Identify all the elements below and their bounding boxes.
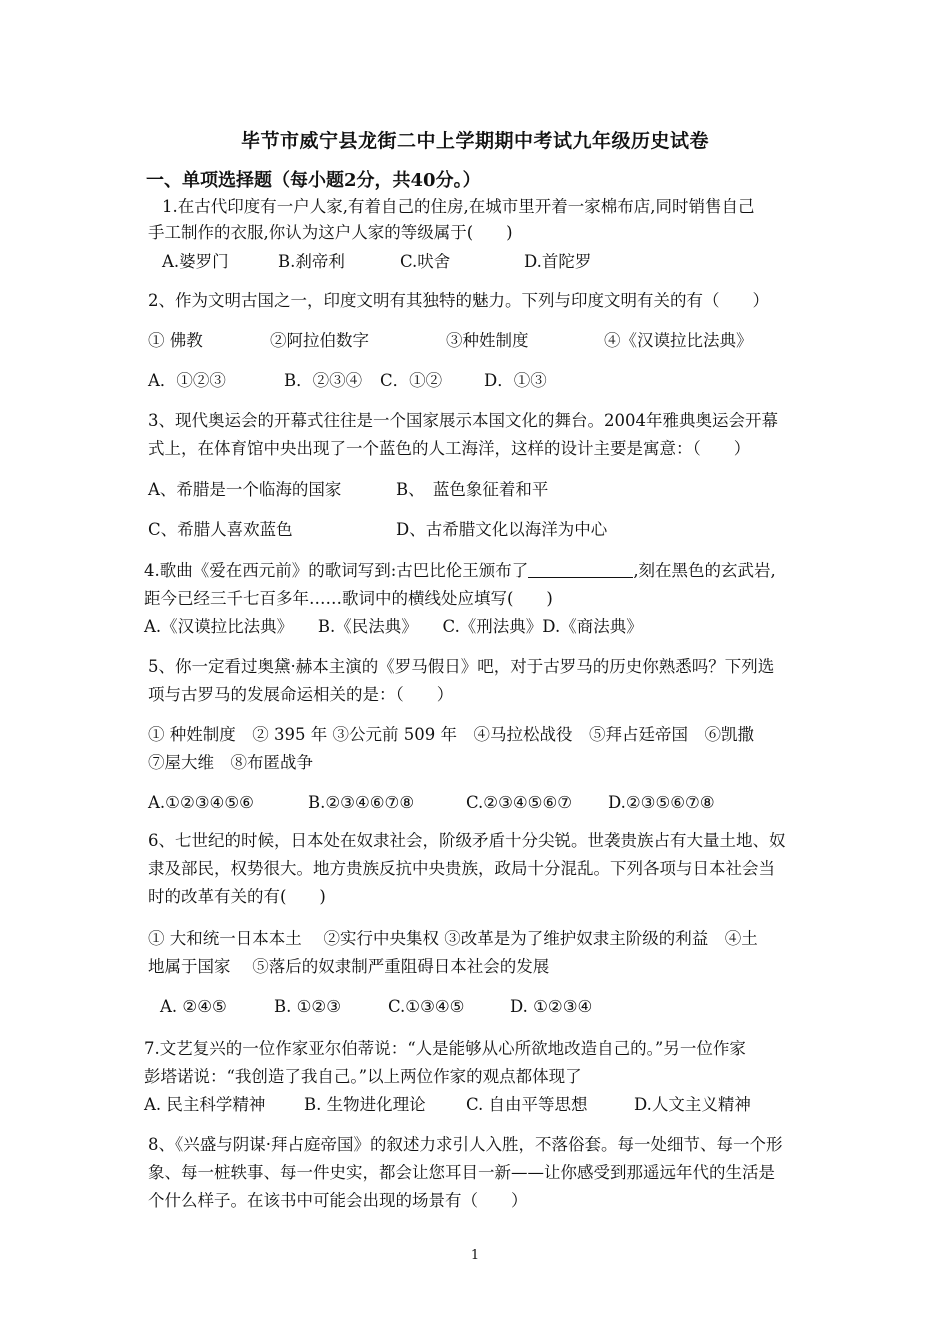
q7-option-b: B. 生物进化理论	[304, 1095, 426, 1114]
q3-line-2: 式上，在体育馆中央出现了一个蓝色的人工海洋，这样的设计主要是寓意：（ ）	[148, 439, 751, 458]
q2-option-a: A．①②③	[148, 371, 226, 390]
q4-line-1-start: 4.歌曲《爱在西元前》的歌词写到:古巴比伦王颁布了	[144, 561, 529, 580]
q6-option-b: B. ①②③	[274, 997, 341, 1016]
q2-item-2: ②阿拉伯数字	[270, 331, 369, 350]
page-title: 毕节市威宁县龙街二中上学期期中考试九年级历史试卷	[240, 130, 709, 152]
q5-option-a: A.①②③④⑤⑥	[148, 793, 254, 812]
q2-line-1: 2、作为文明古国之一，印度文明有其独特的魅力。下列与印度文明有关的有（ ）	[148, 291, 769, 310]
q8-line-1: 8、《兴盛与阴谋·拜占庭帝国》的叙述力求引人入胜，不落俗套。每一处细节、每一个形	[148, 1135, 783, 1154]
q4-blank	[528, 561, 633, 578]
q1-line-2: 手工制作的衣服,你认为这户人家的等级属于( )	[148, 223, 513, 242]
q2-item-4: ④《汉谟拉比法典》	[604, 331, 753, 350]
q2-option-c: C．①②	[380, 371, 443, 390]
q1-line-1: 1.在古代印度有一户人家,有着自己的住房,在城市里开着一家棉布店,同时销售自己	[162, 197, 755, 216]
q6-option-c: C.①③④⑤	[388, 997, 465, 1016]
section-heading: 一、单项选择题（每小题2分，共40分。）	[146, 170, 481, 191]
q6-line-2: 隶及部民，权势很大。地方贵族反抗中央贵族，政局十分混乱。下列各项与日本社会当	[148, 859, 775, 878]
q5-option-c: C.②③④⑤⑥⑦	[466, 793, 573, 812]
q3-option-a: A、希腊是一个临海的国家	[148, 480, 342, 499]
q7-line-2: 彭塔诺说：“我创造了我自己。”以上两位作家的观点都体现了	[144, 1067, 582, 1086]
q8-line-3: 个什么样子。在该书中可能会出现的场景有（ ）	[148, 1191, 528, 1210]
q3-option-d: D、古希腊文化以海洋为中心	[396, 520, 608, 539]
q2-item-1: ① 佛教	[148, 331, 203, 350]
q1-option-a: A.婆罗门	[162, 252, 229, 271]
q5-option-d: D.②③⑤⑥⑦⑧	[608, 793, 715, 812]
q5-line-1: 5、你一定看过奥黛·赫本主演的《罗马假日》吧，对于古罗马的历史你熟悉吗？下列选	[148, 657, 775, 676]
q7-option-c: C. 自由平等思想	[466, 1095, 588, 1114]
q2-item-3: ③种姓制度	[446, 331, 529, 350]
q2-option-d: D．①③	[484, 371, 547, 390]
q4-line-1	[144, 560, 776, 582]
q4-options: A.《汉谟拉比法典》 B.《民法典》 C.《刑法典》D.《商法典》	[144, 617, 643, 636]
q6-line-3: 时的改革有关的有( )	[148, 887, 326, 906]
q6-line-4: ① 大和统一日本本土 ②实行中央集权 ③改革是为了维护奴隶主阶级的利益 ④土	[148, 929, 758, 948]
q7-line-1: 7.文艺复兴的一位作家亚尔伯蒂说：“人是能够从心所欲地改造自己的。”另一位作家	[144, 1039, 746, 1058]
q1-option-c: C.吠舍	[400, 252, 451, 271]
q6-line-1: 6、七世纪的时候，日本处在奴隶社会，阶级矛盾十分尖锐。世袭贵族占有大量土地、奴	[148, 831, 786, 850]
q5-option-b: B.②③④⑥⑦⑧	[308, 793, 415, 812]
q3-line-1: 3、现代奥运会的开幕式往往是一个国家展示本国文化的舞台。2004年雅典奥运会开幕	[148, 411, 778, 430]
q4-line-2: 距今已经三千七百多年……歌词中的横线处应填写( )	[144, 589, 553, 608]
q6-line-5: 地属于国家 ⑤落后的奴隶制严重阻碍日本社会的发展	[148, 957, 550, 976]
q3-option-b: B、 蓝色象征着和平	[396, 480, 549, 499]
q3-option-c: C、希腊人喜欢蓝色	[148, 520, 293, 539]
q5-line-2: 项与古罗马的发展命运相关的是：（ ）	[148, 685, 454, 704]
q1-option-d: D.首陀罗	[524, 252, 592, 271]
q2-option-b: B．②③④	[284, 371, 363, 390]
q7-option-d: D.人文主义精神	[634, 1095, 751, 1114]
q8-line-2: 象、每一桩轶事、每一件史实，都会让您耳目一新——让你感受到那遥远年代的生活是	[148, 1163, 775, 1182]
page-number: 1	[470, 1248, 480, 1263]
q7-option-a: A. 民主科学精神	[144, 1095, 266, 1114]
q6-option-d: D. ①②③④	[510, 997, 593, 1016]
q1-option-b: B.刹帝利	[278, 252, 345, 271]
q5-line-4: ⑦屋大维 ⑧布匿战争	[148, 753, 313, 772]
q6-option-a: A. ②④⑤	[160, 997, 227, 1016]
q4-line-1-end: ,刻在黑色的玄武岩,	[633, 561, 776, 580]
q5-line-3: ① 种姓制度 ② 395 年 ③公元前 509 年 ④马拉松战役 ⑤拜占廷帝国 ⑥凯撒	[148, 725, 754, 744]
